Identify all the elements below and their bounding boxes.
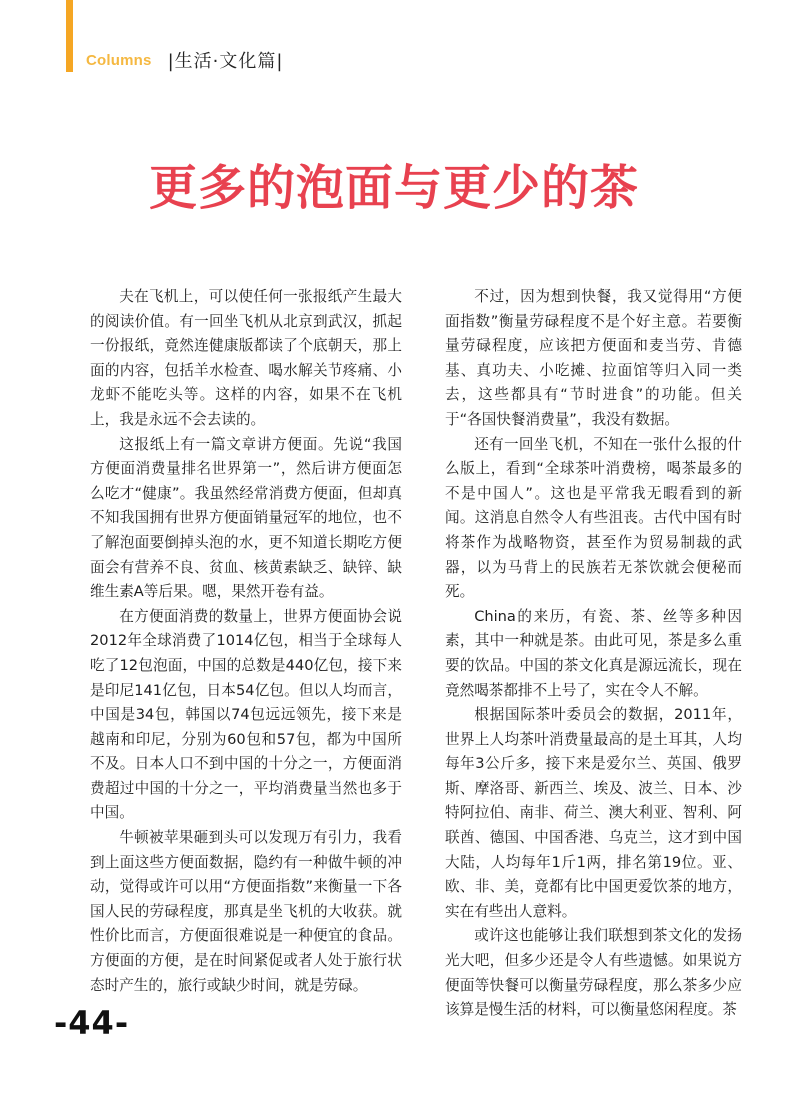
header-accent-bar: [66, 0, 73, 72]
section-label: |生活·文化篇|: [167, 51, 284, 72]
paragraph: 这报纸上有一篇文章讲方便面。先说“我国方便面消费量排名世界第一”，然后讲方便面怎么吃才“健康”。我虽然经常消费方便面，但却真不知我国拥有世界方便面销量冠军的地位，也不了解泡面要倒掉头泡的水，更不知道长期吃方便面会有营养不良、贫血、核黄素缺乏、缺锌、缺维生素A等后果。嗯，果然开卷有益。: [90, 435, 402, 601]
left-column: [90, 285, 402, 998]
right-column: [445, 285, 742, 1023]
paragraph: 不过，因为想到快餐，我又觉得用“方便面指数”衡量劳碌程度不是个好主意。若要衡量劳碌程度，应该把方便面和麦当劳、肯德基、真功夫、小吃摊、拉面馆等归入同一类去，这些都具有“节时进食”的功能。但关于“各国快餐消费量”，我没有数据。: [445, 288, 742, 428]
paragraph: 还有一回坐飞机，不知在一张什么报的什么版上，看到“全球茶叶消费榜，喝茶最多的不是中国人”。这也是平常我无暇看到的新闻。这消息自然令人有些沮丧。古代中国有时将茶作为战略物资，甚至作为贸易制裁的武器，以为马背上的民族若无茶饮就会便秘而死。: [445, 435, 742, 601]
paragraph: China的来历，有瓷、茶、丝等多种因素，其中一种就是茶。由此可见，茶是多么重要的饮品。中国的茶文化真是源远流长，现在竟然喝茶都排不上号了，实在令人不解。: [445, 607, 742, 699]
paragraph: 或许这也能够让我们联想到茶文化的发扬光大吧，但多少还是令人有些遗憾。如果说方便面等快餐可以衡量劳碌程度，那么茶多少应该算是慢生活的材料，可以衡量悠闲程度。茶: [445, 927, 742, 1019]
article-title: 更多的泡面与更少的茶: [148, 160, 639, 216]
paragraph: 牛顿被苹果砸到头可以发现万有引力，我看到上面这些方便面数据，隐约有一种做牛顿的冲动，觉得或许可以用“方便面指数”来衡量一下各国人民的劳碌程度，那真是坐飞机的大收获。就性价比而言，方便面很难说是一种便宜的食品。方便面的方便，是在时间紧促或者人处于旅行状态时产生的，旅行或缺少时间，就是劳碌。: [90, 829, 402, 994]
columns-label: Columns: [86, 51, 152, 69]
paragraph: 根据国际茶叶委员会的数据，2011年，世界上人均茶叶消费量最高的是土耳其，人均每年3公斤多，接下来是爱尔兰、英国、俄罗斯、摩洛哥、新西兰、埃及、波兰、日本、沙特阿拉伯、南非、荷兰、澳大利亚、智利、阿联酋、德国、中国香港、乌克兰，这才到中国大陆，人均每年1斤1两，排名第19位。亚、欧、非、美，竟都有比中国更爱饮茶的地方，实在有些出人意料。: [445, 706, 742, 920]
paragraph: 夫在飞机上，可以使任何一张报纸产生最大的阅读价值。有一回坐飞机从北京到武汉，抓起一份报纸，竟然连健康版都读了个底朝天，那上面的内容，包括羊水检查、喝水解关节疼痛、小龙虾不能吃头等。这样的内容，如果不在飞机上，我是永远不会去读的。: [90, 288, 402, 428]
paragraph: 在方便面消费的数量上，世界方便面协会说2012年全球消费了1014亿包，相当于全球每人吃了12包泡面，中国的总数是440亿包，接下来是印尼141亿包，日本54亿包。但以人均而言，中国是34包，韩国以74包远远领先，接下来是越南和印尼，分别为60包和57包，都为中国所不及。日本人口不到中国的十分之一，方便面消费超过中国的十分之一，平均消费量当然也多于中国。: [90, 607, 402, 822]
page-header: [86, 46, 283, 74]
page-number: -44-: [54, 1004, 130, 1042]
